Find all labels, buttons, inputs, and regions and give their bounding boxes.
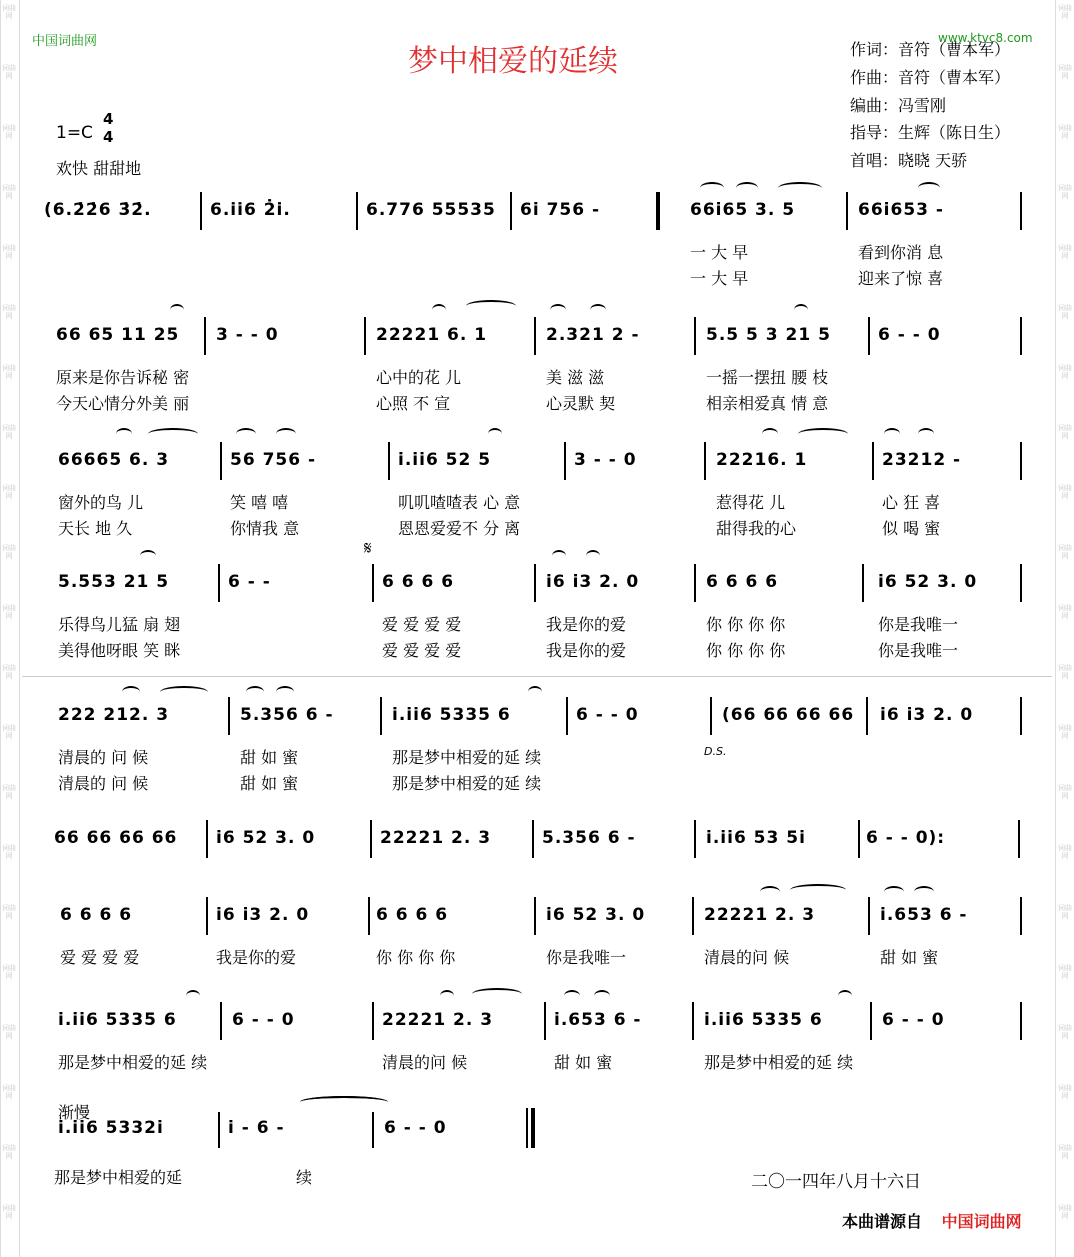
site-url[interactable]: www.ktvc8.com bbox=[938, 31, 1033, 45]
lyric-verse-2: 甜得我的心 bbox=[716, 519, 797, 538]
measure-notes: 6.i̇i̇6 2̇i̇. bbox=[210, 200, 291, 220]
watermark-text: 词曲网 bbox=[2, 1144, 16, 1160]
lyric-verse-2: 天长 地 久 bbox=[58, 519, 133, 538]
lyric-verse-1: 你 你 你 你 bbox=[376, 948, 456, 967]
credit-composer: 作曲：音符（曹本军） bbox=[850, 68, 1011, 87]
measure-notes: 5.356 6 - bbox=[542, 828, 636, 848]
slur-mark bbox=[488, 428, 502, 440]
measure-notes: (6.2̇2̇6 3̇2̇. bbox=[44, 200, 152, 220]
slur-mark bbox=[736, 182, 758, 194]
slur-mark bbox=[276, 428, 296, 440]
watermark-text: 词曲网 bbox=[2, 544, 16, 560]
measure-notes: 3 - - 0 bbox=[216, 325, 279, 345]
final-lyric-end: 续 bbox=[296, 1168, 313, 1187]
watermark-text: 词曲网 bbox=[2, 64, 16, 80]
measure-notes: 22221 6. 1 bbox=[376, 325, 488, 345]
slur-mark bbox=[552, 550, 566, 562]
watermark-text: 词曲网 bbox=[1058, 604, 1072, 620]
measure-notes: i.ii6 5335 6 bbox=[58, 1010, 177, 1030]
watermark-text: 词曲网 bbox=[2, 424, 16, 440]
watermark-text: 词曲网 bbox=[1058, 484, 1072, 500]
slur-mark bbox=[440, 990, 454, 1002]
lyric-verse-1: 乐得鸟儿猛 扇 翅 bbox=[58, 615, 181, 634]
watermark-text: 词曲网 bbox=[1058, 364, 1072, 380]
lyric-verse-1: 窗外的鸟 儿 bbox=[58, 493, 144, 512]
lyric-verse-2: 心照 不 宣 bbox=[376, 394, 451, 413]
barline bbox=[532, 820, 534, 858]
watermark-text: 词曲网 bbox=[1058, 184, 1072, 200]
final-barline-thick bbox=[531, 1108, 535, 1148]
lyric-verse-1: 你是我唯一 bbox=[546, 948, 627, 967]
barline bbox=[1020, 192, 1022, 230]
lyric-verse-2: 我是你的爱 bbox=[546, 641, 627, 660]
lyric-verse-2: 你情我 意 bbox=[230, 519, 300, 538]
barline bbox=[868, 317, 870, 355]
watermark-text: 词曲网 bbox=[1058, 244, 1072, 260]
barline bbox=[218, 1112, 220, 1148]
watermark-text: 词曲网 bbox=[1058, 304, 1072, 320]
watermark-text: 词曲网 bbox=[2, 724, 16, 740]
measure-notes: 56 756 - bbox=[230, 450, 317, 470]
section-divider bbox=[22, 676, 1052, 677]
site-name[interactable]: 中国词曲网 bbox=[32, 34, 98, 49]
measure-notes: 6 6 6 6 bbox=[60, 905, 133, 925]
measure-notes: (66 66 66 66 bbox=[722, 705, 855, 725]
barline bbox=[872, 442, 874, 480]
lyric-verse-1: 心中的花 儿 bbox=[376, 368, 462, 387]
source-label: 本曲谱源自 bbox=[842, 1212, 923, 1231]
slur-mark bbox=[794, 304, 808, 316]
final-lyric: 那是梦中相爱的延 bbox=[54, 1168, 183, 1187]
barline bbox=[692, 897, 694, 935]
barline bbox=[1020, 317, 1022, 355]
lyric-verse-2: 相亲相爱真 情 意 bbox=[706, 394, 829, 413]
lyric-verse-1: 笑 嘻 嘻 bbox=[230, 493, 289, 512]
barline bbox=[200, 192, 202, 230]
lyric-verse-2: 甜 如 蜜 bbox=[240, 774, 299, 793]
measure-notes: i.ii6 5335 6 bbox=[704, 1010, 823, 1030]
lyric-verse-2: 清晨的 问 候 bbox=[58, 774, 149, 793]
watermark-text: 词曲网 bbox=[1058, 664, 1072, 680]
measure-notes: 22221 2. 3 bbox=[382, 1010, 494, 1030]
slur-mark bbox=[798, 428, 848, 440]
barline bbox=[1020, 697, 1022, 735]
credit-lyricist: 作词：音符（曹本军） bbox=[850, 40, 1011, 59]
barline bbox=[534, 317, 536, 355]
measure-notes: 66i653 - bbox=[858, 200, 944, 220]
barline bbox=[868, 897, 870, 935]
watermark-text: 词曲网 bbox=[1058, 424, 1072, 440]
watermark-text: 词曲网 bbox=[2, 904, 16, 920]
measure-notes: i.653 6 - bbox=[880, 905, 968, 925]
barline bbox=[510, 192, 512, 230]
barline bbox=[870, 1002, 872, 1040]
final-barline-thin bbox=[526, 1108, 528, 1148]
watermark-text: 词曲网 bbox=[1058, 964, 1072, 980]
lyric-verse-2: 你 你 你 你 bbox=[706, 641, 786, 660]
barline bbox=[1020, 1002, 1022, 1040]
watermark-text: 词曲网 bbox=[2, 124, 16, 140]
slur-mark bbox=[594, 990, 610, 1002]
time-signature bbox=[103, 110, 113, 146]
watermark-text: 词曲网 bbox=[1058, 4, 1072, 20]
barline bbox=[692, 1002, 694, 1040]
barline bbox=[380, 697, 382, 735]
slur-mark bbox=[276, 686, 294, 698]
slur-mark bbox=[884, 428, 900, 440]
measure-notes: i6 i3 2. 0 bbox=[880, 705, 974, 725]
slur-mark bbox=[236, 428, 256, 440]
watermark-text: 词曲网 bbox=[2, 664, 16, 680]
slur-mark bbox=[116, 428, 132, 440]
lyric-verse-1: 那是梦中相爱的延 续 bbox=[58, 1053, 208, 1072]
measure-notes: i.653 6 - bbox=[554, 1010, 642, 1030]
slur-mark bbox=[528, 686, 542, 698]
measure-notes: 6 - - bbox=[228, 572, 271, 592]
watermark-text: 词曲网 bbox=[1058, 844, 1072, 860]
watermark-text: 词曲网 bbox=[2, 1024, 16, 1040]
watermark-text: 词曲网 bbox=[2, 364, 16, 380]
barline bbox=[694, 564, 696, 602]
measure-notes: 5.356 6 - bbox=[240, 705, 334, 725]
lyric-verse-2: 迎来了惊 喜 bbox=[858, 269, 944, 288]
lyric-verse-1: 那是梦中相爱的延 续 bbox=[392, 748, 542, 767]
lyric-verse-1: 那是梦中相爱的延 续 bbox=[704, 1053, 854, 1072]
slur-mark bbox=[170, 304, 184, 316]
lyric-verse-1: 叽叽喳喳表 心 意 bbox=[398, 493, 521, 512]
final-measure-3: 6 - - 0 bbox=[384, 1118, 447, 1138]
measure-notes: i6 52 3. 0 bbox=[546, 905, 646, 925]
watermark-text: 词曲网 bbox=[1058, 784, 1072, 800]
measure-notes: 5.553 21 5 bbox=[58, 572, 170, 592]
lyric-verse-2: 爱 爱 爱 爱 bbox=[382, 641, 462, 660]
barline bbox=[846, 192, 848, 230]
measure-notes: 222 212. 3 bbox=[58, 705, 170, 725]
lyric-verse-2: 美得他呀眼 笑 眯 bbox=[58, 641, 181, 660]
slur-mark bbox=[140, 550, 156, 562]
measure-notes: 22221 2. 3 bbox=[380, 828, 492, 848]
watermark-text: 词曲网 bbox=[2, 484, 16, 500]
lyric-verse-1: 惹得花 儿 bbox=[716, 493, 786, 512]
barline bbox=[866, 697, 868, 735]
measure-notes: i6 i3 2. 0 bbox=[546, 572, 640, 592]
lyric-verse-1: 我是你的爱 bbox=[546, 615, 627, 634]
lyric-verse-1: 甜 如 蜜 bbox=[880, 948, 939, 967]
tempo-marking: 欢快 甜甜地 bbox=[56, 159, 142, 178]
measure-notes: i.ii6 53 5i bbox=[706, 828, 806, 848]
lyric-verse-1: 一 大 早 bbox=[690, 243, 749, 262]
measure-notes: 5.5 5 3 21 5 bbox=[706, 325, 831, 345]
barline bbox=[534, 564, 536, 602]
lyric-verse-2: 心灵默 契 bbox=[546, 394, 616, 413]
watermark-text: 词曲网 bbox=[1058, 64, 1072, 80]
watermark-text: 词曲网 bbox=[2, 1084, 16, 1100]
measure-notes: 6 6 6 6 bbox=[706, 572, 779, 592]
measure-notes: 6 - - 0): bbox=[866, 828, 946, 848]
barline bbox=[370, 820, 372, 858]
barline bbox=[564, 442, 566, 480]
slur-mark bbox=[590, 304, 606, 316]
slur-mark bbox=[148, 428, 198, 440]
slur-mark bbox=[762, 428, 778, 440]
barline bbox=[372, 564, 374, 602]
lyric-verse-1: 爱 爱 爱 爱 bbox=[60, 948, 140, 967]
watermark-text: 词曲网 bbox=[1058, 724, 1072, 740]
barline bbox=[364, 317, 366, 355]
barline bbox=[1020, 442, 1022, 480]
key-signature: 1=C bbox=[56, 123, 93, 143]
barline bbox=[544, 1002, 546, 1040]
barline bbox=[372, 1112, 374, 1148]
final-measure-1: i.ii6 5332i bbox=[58, 1118, 164, 1138]
barline bbox=[218, 564, 220, 602]
barline bbox=[694, 820, 696, 858]
lyric-verse-1: 心 狂 喜 bbox=[882, 493, 941, 512]
measure-notes: 6 6 6 6 bbox=[382, 572, 455, 592]
slur-mark bbox=[760, 886, 780, 898]
measure-notes: 6 6 6 6 bbox=[376, 905, 449, 925]
slur-mark bbox=[550, 304, 566, 316]
watermark-text: 词曲网 bbox=[1058, 1024, 1072, 1040]
lyric-verse-1: 甜 如 蜜 bbox=[554, 1053, 613, 1072]
watermark-text: 词曲网 bbox=[2, 4, 16, 20]
slur-mark bbox=[790, 884, 846, 896]
watermark-text: 词曲网 bbox=[1058, 124, 1072, 140]
lyric-verse-1: 美 滋 滋 bbox=[546, 368, 605, 387]
barline bbox=[710, 697, 712, 735]
lyric-verse-1: 我是你的爱 bbox=[216, 948, 297, 967]
measure-notes: 6 - - 0 bbox=[882, 1010, 945, 1030]
lyric-verse-1: 一摇一摆扭 腰 枝 bbox=[706, 368, 829, 387]
measure-notes: 66 65 11 25 bbox=[56, 325, 180, 345]
measure-notes: 6 - - 0 bbox=[878, 325, 941, 345]
tie-mark bbox=[300, 1096, 388, 1108]
measure-notes: 23212 - bbox=[882, 450, 962, 470]
watermark-text: 词曲网 bbox=[2, 1204, 16, 1220]
slur-mark bbox=[700, 182, 724, 194]
barline bbox=[1018, 820, 1020, 858]
lyric-verse-2: 一 大 早 bbox=[690, 269, 749, 288]
measure-notes: 3 - - 0 bbox=[574, 450, 637, 470]
credit-director: 指导：生辉（陈日生） bbox=[850, 123, 1011, 142]
barline bbox=[368, 897, 370, 935]
barline bbox=[858, 820, 860, 858]
barline bbox=[1020, 564, 1022, 602]
barline bbox=[862, 564, 864, 602]
source-site-link[interactable]: 中国词曲网 bbox=[941, 1212, 1022, 1231]
barline bbox=[656, 192, 660, 230]
watermark-text: 词曲网 bbox=[1058, 1144, 1072, 1160]
lyric-verse-2: 今天心情分外美 丽 bbox=[56, 394, 190, 413]
measure-notes: 6i 756 - bbox=[520, 200, 601, 220]
barline bbox=[534, 897, 536, 935]
composition-date: 二〇一四年八月十六日 bbox=[751, 1172, 921, 1192]
measure-notes: i.ii6 5335 6 bbox=[392, 705, 511, 725]
lyric-verse-2: 那是梦中相爱的延 续 bbox=[392, 774, 542, 793]
watermark-text: 词曲网 bbox=[2, 844, 16, 860]
watermark-text: 词曲网 bbox=[2, 304, 16, 320]
tempo-rit-marking: 渐慢 bbox=[58, 1103, 91, 1122]
measure-notes: i6 52 3. 0 bbox=[216, 828, 316, 848]
segno-icon: 𝄋 bbox=[364, 538, 372, 559]
lyric-verse-1: 你是我唯一 bbox=[878, 615, 959, 634]
slur-mark bbox=[914, 886, 934, 898]
slur-mark bbox=[432, 304, 446, 316]
lyric-verse-2: 你是我唯一 bbox=[878, 641, 959, 660]
slur-mark bbox=[918, 182, 940, 194]
watermark-text: 词曲网 bbox=[2, 184, 16, 200]
watermark-text: 词曲网 bbox=[2, 964, 16, 980]
slur-mark bbox=[160, 686, 208, 698]
barline bbox=[228, 697, 230, 735]
lyric-verse-2: 恩恩爱爱不 分 离 bbox=[398, 519, 521, 538]
slur-mark bbox=[246, 686, 264, 698]
lyric-verse-1: 清晨的问 候 bbox=[704, 948, 790, 967]
measure-notes: 6.776 55535 bbox=[366, 200, 496, 220]
lyric-verse-1: 爱 爱 爱 爱 bbox=[382, 615, 462, 634]
slur-mark bbox=[884, 886, 904, 898]
measure-notes: 22216. 1 bbox=[716, 450, 808, 470]
measure-notes: 66i65 3. 5 bbox=[690, 200, 796, 220]
time-signature-digit: 4 bbox=[103, 110, 114, 128]
credit-arranger: 编曲：冯雪刚 bbox=[850, 96, 947, 115]
measure-notes: i6 i3 2. 0 bbox=[216, 905, 310, 925]
slur-mark bbox=[838, 990, 852, 1002]
watermark-text: 词曲网 bbox=[2, 784, 16, 800]
barline bbox=[220, 1002, 222, 1040]
page-title: 梦中相爱的延续 bbox=[408, 44, 618, 79]
slur-mark bbox=[472, 988, 522, 1000]
slur-mark bbox=[466, 300, 516, 312]
slur-mark bbox=[564, 990, 580, 1002]
barline bbox=[1020, 897, 1022, 935]
lyric-verse-1: 看到你消 息 bbox=[858, 243, 944, 262]
barline bbox=[356, 192, 358, 230]
barline bbox=[206, 897, 208, 935]
barline bbox=[388, 442, 390, 480]
slur-mark bbox=[186, 990, 200, 1002]
watermark-text: 词曲网 bbox=[2, 244, 16, 260]
credit-singer: 首唱：晓晓 天骄 bbox=[850, 151, 968, 170]
lyric-verse-1: 原来是你告诉秘 密 bbox=[56, 368, 190, 387]
measure-notes: 66 66 66 66 bbox=[54, 828, 178, 848]
barline bbox=[566, 697, 568, 735]
measure-notes: 66665 6. 3 bbox=[58, 450, 170, 470]
measure-notes: 6 - - 0 bbox=[232, 1010, 295, 1030]
lyric-verse-2: 似 喝 蜜 bbox=[882, 519, 941, 538]
barline bbox=[206, 820, 208, 858]
lyric-verse-1: 清晨的问 候 bbox=[382, 1053, 468, 1072]
watermark-text: 词曲网 bbox=[1058, 1084, 1072, 1100]
measure-notes: 2.321 2 - bbox=[546, 325, 640, 345]
barline bbox=[372, 1002, 374, 1040]
measure-notes: i.ii6 52 5 bbox=[398, 450, 492, 470]
watermark-text: 词曲网 bbox=[1058, 544, 1072, 560]
watermark-text: 词曲网 bbox=[1058, 904, 1072, 920]
slur-mark bbox=[778, 182, 822, 194]
source-credit bbox=[842, 1209, 1022, 1232]
measure-notes: 6 - - 0 bbox=[576, 705, 639, 725]
lyric-verse-1: 清晨的 问 候 bbox=[58, 748, 149, 767]
barline bbox=[694, 317, 696, 355]
slur-mark bbox=[918, 428, 934, 440]
barline bbox=[220, 442, 222, 480]
lyric-verse-1: 你 你 你 你 bbox=[706, 615, 786, 634]
barline bbox=[704, 442, 706, 480]
final-measure-2: i - 6 - bbox=[228, 1118, 285, 1138]
watermark-text: 词曲网 bbox=[1058, 1204, 1072, 1220]
barline bbox=[204, 317, 206, 355]
slur-mark bbox=[586, 550, 600, 562]
measure-notes: i6 52 3. 0 bbox=[878, 572, 978, 592]
time-signature-digit: 4 bbox=[103, 128, 114, 146]
watermark-text: 词曲网 bbox=[2, 604, 16, 620]
slur-mark bbox=[122, 686, 140, 698]
ds-marking: D.S. bbox=[704, 745, 727, 758]
measure-notes: 22221 2. 3 bbox=[704, 905, 816, 925]
lyric-verse-1: 甜 如 蜜 bbox=[240, 748, 299, 767]
